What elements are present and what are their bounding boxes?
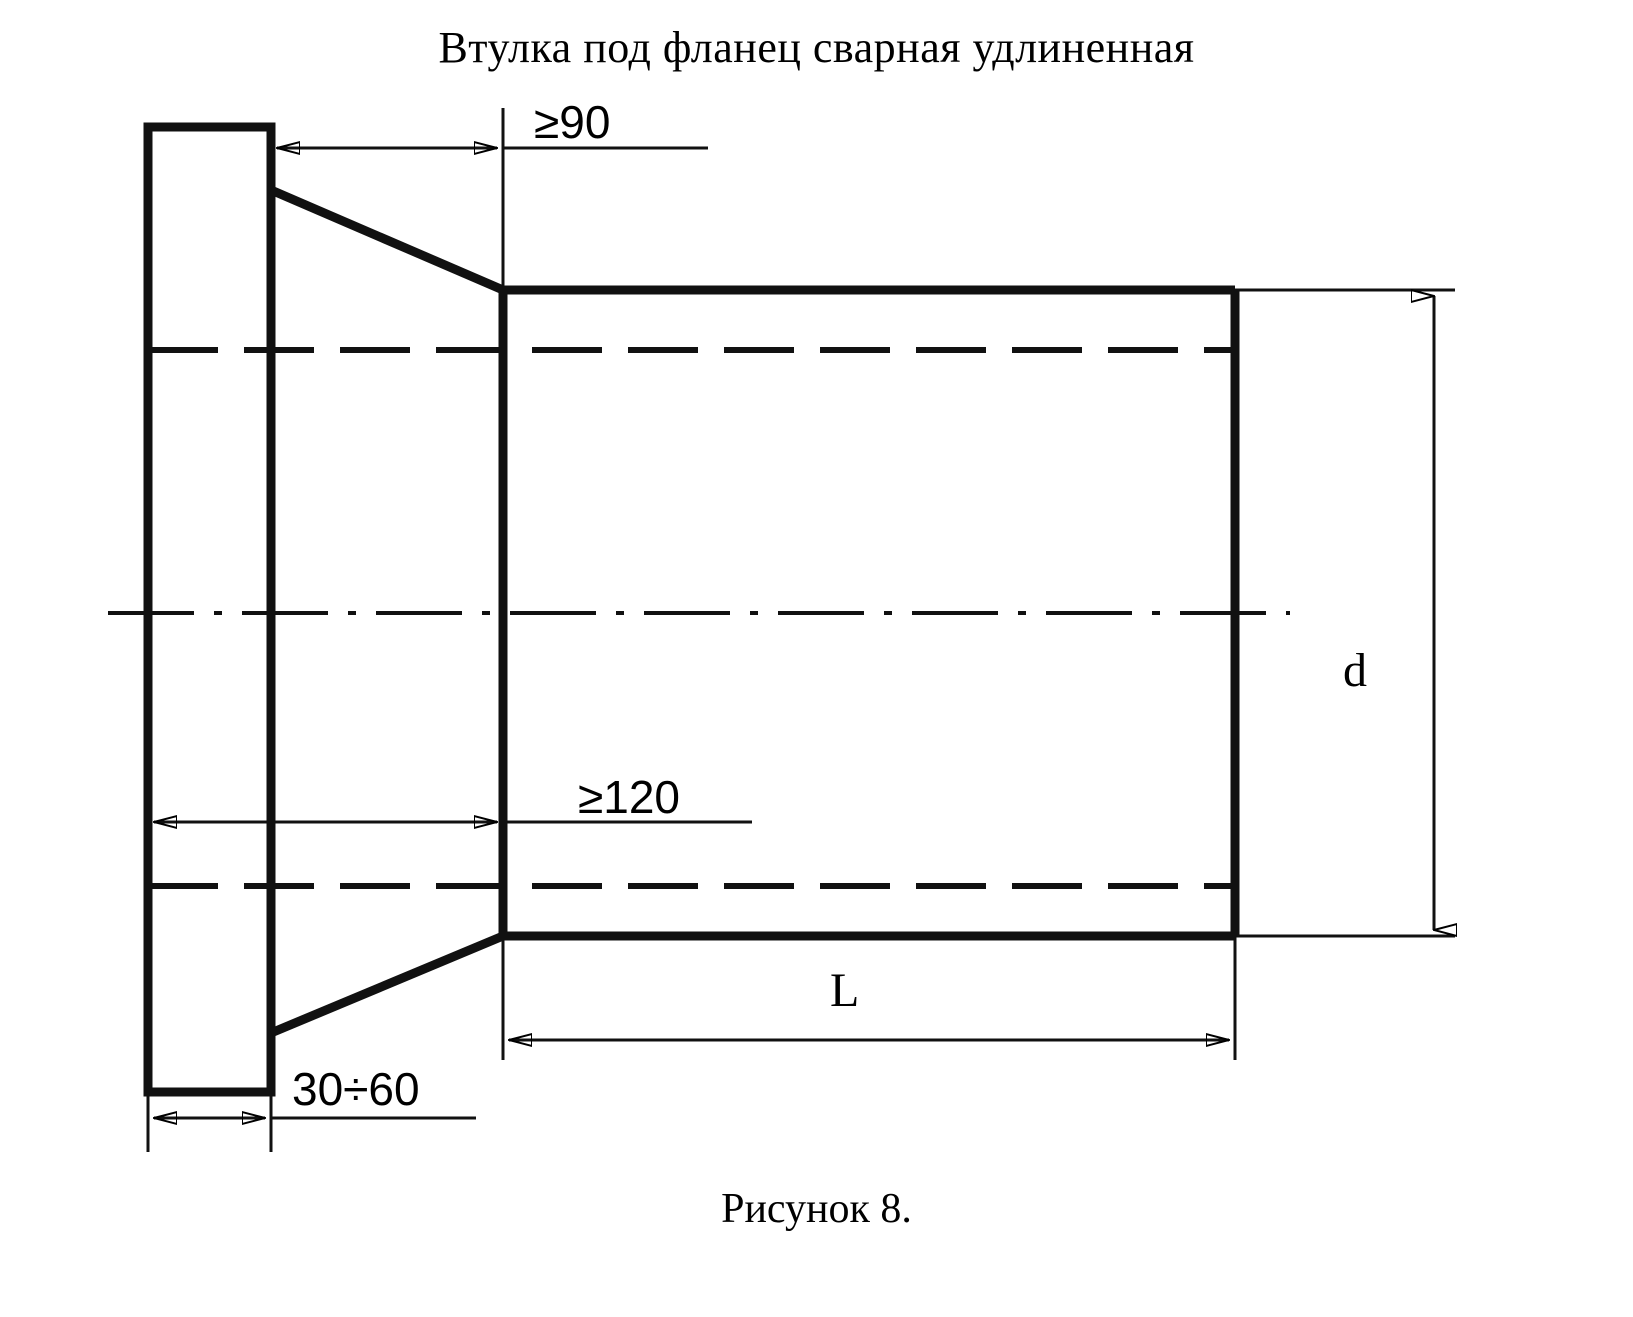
hidden-lines [148,350,1235,886]
figure-title: Втулка под фланец сварная удлиненная [438,23,1195,72]
dimension-label-120: ≥120 [578,771,680,823]
dimension-label-length: L [830,964,860,1017]
figure-caption: Рисунок 8. [721,1186,912,1232]
extension-lines [148,108,1455,1152]
dimension-label-90: ≥90 [534,96,611,148]
dimension-label-diameter: d [1343,644,1367,697]
dimension-label-flange-thickness: 30÷60 [292,1063,420,1115]
part-outline [148,127,1235,1092]
